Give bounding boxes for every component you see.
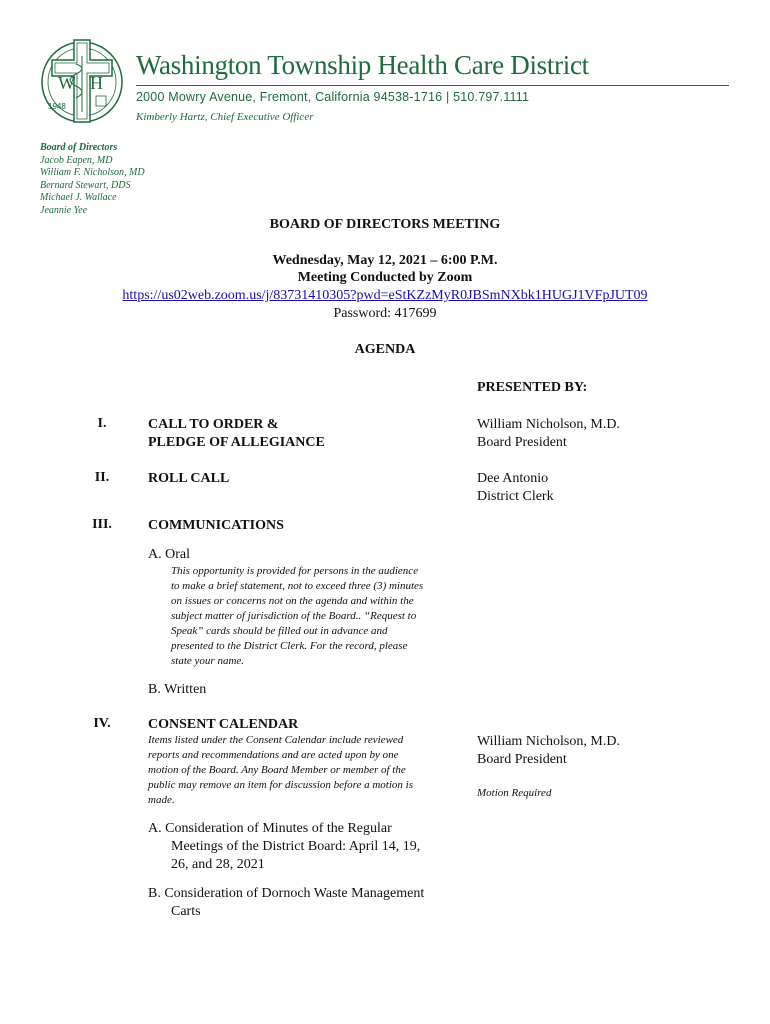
agenda-item-title bbox=[148, 716, 298, 734]
note-line: public may remove an item for discussion before a motion is bbox=[148, 779, 413, 791]
zoom-link[interactable]: https://us02web.zoom.us/j/83731410305?pwd=eStKZzMyR0JBSmNXbk1HUGJ1VFpJUT09 bbox=[122, 288, 648, 303]
board-member: Bernard Stewart, DDS bbox=[40, 179, 131, 191]
motion-required-label: Motion Required bbox=[477, 787, 552, 799]
zoom-password: Password: 417699 bbox=[333, 306, 437, 321]
organization-name: Washington Township Health Care District bbox=[136, 50, 589, 80]
agenda-item-presenter bbox=[477, 470, 554, 506]
note-line: state your name. bbox=[171, 655, 245, 667]
board-member: Jacob Eapen, MD bbox=[40, 154, 113, 166]
board-member: William F. Nicholson, MD bbox=[40, 167, 145, 178]
svg-text:H: H bbox=[90, 73, 103, 93]
board-member: Michael J. Wallace bbox=[40, 192, 117, 203]
board-member: Jeannie Yee bbox=[40, 204, 88, 216]
sub-item-oral: A. Oral bbox=[148, 547, 190, 562]
agenda-item-number: III. bbox=[92, 517, 112, 532]
meeting-format: Meeting Conducted by Zoom bbox=[297, 270, 473, 285]
organization-address: 2000 Mowry Avenue, Fremont, California 94538-1716 | 510.797.1111 bbox=[136, 90, 530, 104]
agenda-item-title bbox=[148, 416, 325, 452]
title-line: ROLL CALL bbox=[148, 471, 230, 486]
consent-item-a bbox=[148, 820, 420, 874]
title-line: CALL TO ORDER & bbox=[148, 417, 279, 432]
oral-communications-note bbox=[171, 564, 423, 669]
agenda-item-presenter bbox=[477, 416, 620, 452]
note-line: presented to the District Clerk. For the record, please bbox=[171, 640, 408, 652]
item-line: 26, and 28, 2021 bbox=[171, 857, 265, 872]
item-line: A. Consideration of Minutes of the Regular bbox=[148, 821, 392, 836]
consent-item-b bbox=[148, 885, 424, 921]
title-line: CONSENT CALENDAR bbox=[148, 717, 299, 732]
ceo-line: Kimberly Hartz, Chief Executive Officer bbox=[136, 111, 314, 123]
presenter-name: Dee Antonio bbox=[477, 471, 549, 486]
note-line: to make a brief statement, not to exceed three (3) minutes bbox=[171, 580, 424, 592]
header-divider bbox=[136, 85, 729, 86]
presenter-name: William Nicholson, M.D. bbox=[477, 417, 620, 432]
district-logo bbox=[36, 36, 134, 126]
item-line: B. Consideration of Dornoch Waste Management bbox=[148, 886, 425, 901]
agenda-item-number: IV. bbox=[93, 716, 111, 731]
agenda-item-title bbox=[148, 470, 229, 488]
consent-calendar-note bbox=[148, 733, 413, 808]
title-line: COMMUNICATIONS bbox=[148, 518, 284, 533]
item-line: Carts bbox=[171, 904, 201, 919]
note-line: made. bbox=[148, 794, 175, 806]
note-line: This opportunity is provided for persons in the audience bbox=[171, 565, 419, 577]
meeting-date: Wednesday, May 12, 2021 – 6:00 P.M. bbox=[272, 253, 498, 268]
svg-text:W: W bbox=[58, 73, 75, 93]
note-line: reports and recommendations and are acted upon by one bbox=[148, 749, 399, 761]
note-line: on issues or concerns not on the agenda and within the bbox=[171, 595, 414, 607]
agenda-item-presenter bbox=[477, 733, 620, 769]
sub-item-written: B. Written bbox=[148, 682, 207, 697]
presenter-role: District Clerk bbox=[477, 489, 554, 504]
meeting-title: BOARD OF DIRECTORS MEETING bbox=[269, 217, 501, 232]
note-line: Speak” cards should be filled out in advance and bbox=[171, 625, 388, 637]
note-line: subject matter of jurisdiction of the Board.. “Request to bbox=[171, 610, 417, 622]
item-line: Meetings of the District Board: April 14, 19, bbox=[171, 839, 421, 854]
note-line: Items listed under the Consent Calendar include reviewed bbox=[148, 734, 404, 746]
note-line: motion of the Board. Any Board Member or member of the bbox=[148, 764, 406, 776]
board-heading: Board of Directors bbox=[40, 142, 118, 153]
title-line: PLEDGE OF ALLEGIANCE bbox=[148, 435, 325, 450]
presenter-name: William Nicholson, M.D. bbox=[477, 734, 620, 749]
agenda-item-title bbox=[148, 517, 284, 535]
logo-year: 1948 bbox=[48, 102, 66, 111]
agenda-item-number: I. bbox=[97, 416, 107, 431]
presenter-role: Board President bbox=[477, 435, 567, 450]
presented-by-heading: PRESENTED BY: bbox=[477, 380, 588, 395]
agenda-heading: AGENDA bbox=[354, 342, 416, 357]
agenda-item-number: II. bbox=[94, 470, 110, 485]
presenter-role: Board President bbox=[477, 752, 567, 767]
board-of-directors-list bbox=[40, 142, 145, 217]
